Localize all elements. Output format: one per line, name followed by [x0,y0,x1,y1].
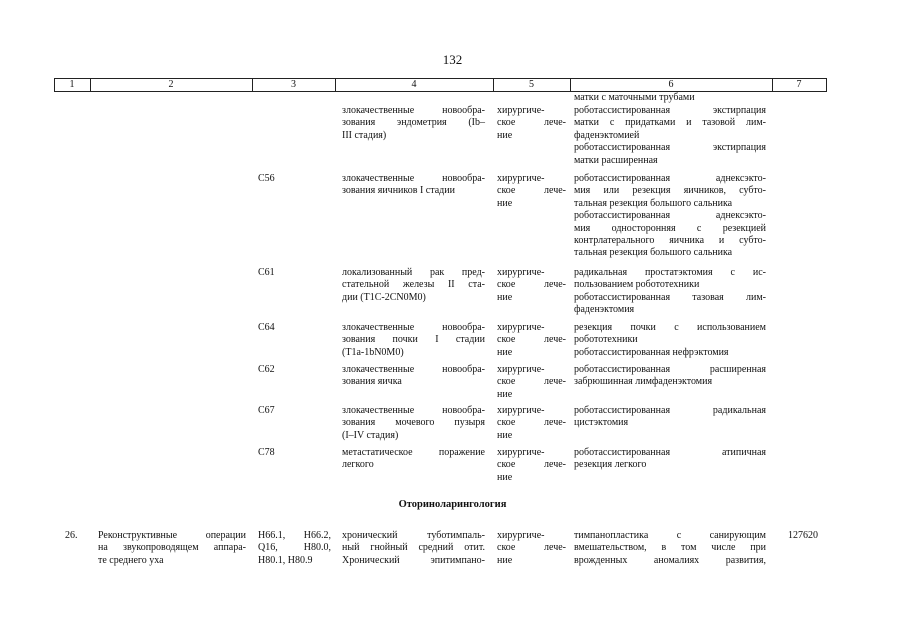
text-line: хронический туботимпаль- [342,530,485,541]
text-line: робототехники [574,334,638,346]
text-line: злокачественные новообра- [342,105,485,116]
text-line: ское лече- [497,542,566,554]
text-line: H66.1, H66.2, [258,530,331,541]
text-line: ние [497,197,513,209]
text-line: роботассистированная тазовая лим- [574,291,766,303]
text-line: матки расширенная [574,154,658,166]
text-line: зования яичка [342,376,402,388]
text-line: легкого [342,459,374,471]
text-line: хирургиче- [497,405,545,416]
text-line: роботассистированная расширенная [574,364,766,375]
text-line: забрюшинная лимфаденэктомия [574,376,713,388]
table-header-row [54,78,827,92]
column-header: 7 [796,79,802,90]
text-line: злокачественные новообра- [342,173,485,184]
text-line: мия или резекция яичников, субто- [574,185,766,197]
text-line: фаденэктомия [574,304,635,316]
methods-cell [574,322,766,359]
diagnosis-cell [342,322,485,359]
methods-cell [574,105,766,167]
text-line: пользованием робототехники [574,279,700,291]
text-line: мия односторонняя с резекцией [574,222,766,234]
diagnosis-cell [342,267,485,304]
text-line: ское лече- [497,459,566,471]
text-line: роботассистированная экстирпация [574,105,766,116]
diagnosis-cell [342,105,485,142]
text-line: хирургиче- [497,364,545,375]
treatment-cell [497,530,566,567]
column-header: 1 [69,79,75,90]
text-line: зования мочевого пузыря [342,417,485,429]
text-line: ское лече- [497,376,566,388]
text-line: ское лече- [497,185,566,197]
treatment-cell [497,364,566,401]
treatment-cell [497,173,566,210]
text-line: фаденэктомией [574,129,640,141]
diagnosis-cell [342,364,485,389]
treatment-cell [497,267,566,304]
text-line: хирургиче- [497,173,545,184]
text-line: роботассистированная атипичная [574,447,766,458]
text-line: ние [497,429,513,441]
text-line: цистэктомия [574,417,629,429]
text-line: ние [497,471,513,483]
text-line: те среднего уха [98,554,164,566]
text-line: метастатическое поражение [342,447,485,458]
text-line: злокачественные новообра- [342,322,485,333]
procedure-name-cell [98,530,246,567]
code-cell [258,530,331,567]
diagnosis-cell [342,405,485,442]
text-line: ние [497,346,513,358]
diagnosis-cell [342,530,485,567]
text-line: контрлатерального яичника и субто- [574,235,766,247]
text-line: хирургиче- [497,447,545,458]
text-line: ское лече- [497,417,566,429]
text-line: злокачественные новообра- [342,364,485,375]
page-number: 132 [442,52,463,67]
section-heading: Оториноларингология [398,499,507,510]
text-line: на звукопроводящем аппара- [98,542,246,554]
text-line: (T1a-1bN0M0) [342,346,404,358]
text-line: радикальная простатэктомия с ис- [574,267,766,278]
text-line: зования яичников I стадии [342,185,455,197]
diagnosis-cell [342,447,485,472]
text-line: ское лече- [497,279,566,291]
text-line: Хронический эпитимпано- [342,554,485,566]
treatment-cell [497,447,566,484]
text-line: III стадия) [342,129,387,141]
text-line: Q16, H80.0, [258,542,331,554]
methods-cell [574,530,766,567]
text-line: роботассистированная радикальная [574,405,766,416]
text-line: врожденных аномалиях развития, [574,554,766,566]
code-cell: C67 [258,405,275,416]
text-line: H80.1, H80.9 [258,554,313,566]
text-line: матки с маточными трубами [574,92,695,103]
code-cell: C78 [258,447,275,458]
text-line: локализованный рак пред- [342,267,485,278]
cost-cell: 127620 [788,530,818,541]
text-line: роботассистированная нефрэктомия [574,346,729,358]
methods-cell [574,447,766,472]
methods-cell [574,173,766,260]
text-line: тимпанопластика с санирующим [574,530,766,541]
code-cell: C64 [258,322,275,333]
column-header: 4 [411,79,417,90]
methods-cell [574,364,766,389]
methods-cell [574,405,766,430]
text-line: Реконструктивные операции [98,530,246,541]
text-line: ние [497,129,513,141]
column-header: 3 [291,79,296,90]
text-line: матки с придатками и тазовой лим- [574,117,766,129]
text-line: хирургиче- [497,105,545,116]
text-line: зования почки I стадии [342,334,485,346]
column-header: 5 [529,79,534,90]
code-cell: C56 [258,173,275,184]
treatment-cell [497,322,566,359]
methods-cell [574,92,766,104]
text-line: (I–IV стадия) [342,429,399,441]
text-line: ское лече- [497,334,566,346]
text-line: хирургиче- [497,322,545,333]
text-line: хирургиче- [497,267,545,278]
text-line: ние [497,388,513,400]
treatment-cell [497,405,566,442]
text-line: тальная резекция большого сальника [574,197,733,209]
text-line: роботассистированная аднексэкто- [574,210,766,222]
text-line: зования эндометрия (Ib– [342,117,485,129]
text-line: ское лече- [497,117,566,129]
code-cell: C61 [258,267,275,278]
text-line: ние [497,554,513,566]
diagnosis-cell [342,173,485,198]
row-number: 26. [65,530,78,541]
text-line: тальная резекция большого сальника [574,247,733,259]
text-line: резекция почки с использованием [574,322,766,333]
text-line: вмешательством, в том числе при [574,542,766,554]
text-line: злокачественные новообра- [342,405,485,416]
text-line: дии (T1C-2CN0M0) [342,291,426,303]
column-header: 2 [168,79,174,90]
methods-cell [574,267,766,317]
treatment-cell [497,105,566,142]
column-header: 6 [668,79,674,90]
text-line: резекция легкого [574,459,647,471]
text-line: стательной железы II ста- [342,279,485,291]
text-line: ный гнойный средний отит. [342,542,485,554]
text-line: роботассистированная аднексэкто- [574,173,766,184]
code-cell: C62 [258,364,275,375]
text-line: ние [497,291,513,303]
text-line: роботассистированная экстирпация [574,142,766,154]
text-line: хирургиче- [497,530,545,541]
